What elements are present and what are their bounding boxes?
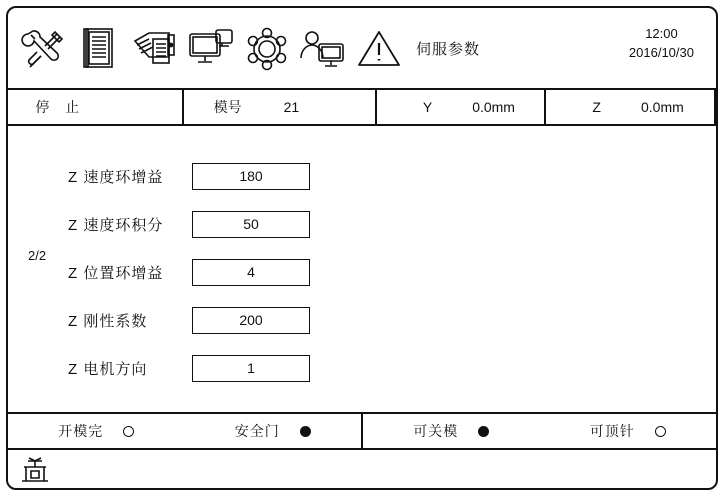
axis-z-label: Z (592, 99, 601, 115)
indicator-bar (8, 412, 716, 450)
header-bar (8, 8, 716, 90)
parameter-list (8, 126, 716, 412)
clock-date: 2016/10/30 (628, 45, 694, 60)
indicator-can-eject (540, 421, 717, 441)
axis-y-cell (377, 90, 547, 124)
status-bar (8, 90, 716, 126)
clock (629, 24, 694, 62)
page-indicator: 2/2 (28, 248, 47, 263)
indicator-label: 可关模 (413, 423, 459, 439)
user-monitor-icon[interactable] (296, 22, 350, 74)
indicator-label: 可顶针 (589, 423, 635, 439)
param-value-input[interactable]: 50 (192, 211, 310, 238)
warning-icon[interactable] (352, 22, 406, 74)
param-label: Z 位置环增益 (68, 264, 164, 282)
indicator-label: 开模完 (58, 423, 104, 439)
indicator-label: 安全门 (234, 423, 280, 439)
param-label: Z 速度环积分 (68, 216, 164, 234)
mold-number-value: 21 (283, 99, 300, 115)
monitor-icon[interactable] (184, 22, 238, 74)
indicator-lamp (300, 426, 311, 437)
footer-bar (8, 450, 716, 490)
header-icon-bar (8, 22, 406, 74)
param-row (8, 152, 716, 200)
axis-y-label: Y (422, 99, 433, 115)
indicator-can-close-mold (363, 421, 540, 441)
param-value-input[interactable]: 4 (192, 259, 310, 286)
param-value-input[interactable]: 200 (192, 307, 310, 334)
machine-icon[interactable] (18, 454, 52, 486)
tools-icon[interactable] (16, 22, 70, 74)
status-blank-cell (107, 90, 184, 124)
param-label: Z 刚性系数 (68, 312, 148, 330)
param-label: Z 速度环增益 (68, 168, 164, 186)
param-value-input[interactable]: 1 (192, 355, 310, 382)
axis-z-cell (546, 90, 716, 124)
indicator-safety-door (185, 421, 362, 441)
axis-y-value: 0.0mm (472, 99, 515, 115)
clock-time: 12:00 (645, 26, 678, 41)
gear-network-icon[interactable] (240, 22, 294, 74)
main-frame (6, 6, 718, 490)
document-icon[interactable] (72, 22, 126, 74)
mold-number-cell[interactable] (184, 90, 377, 124)
param-row (8, 200, 716, 248)
indicator-group-right (363, 414, 716, 448)
mold-number-label: 模号 (213, 99, 242, 115)
param-row (8, 296, 716, 344)
page-title: 伺服参数 (416, 40, 481, 58)
indicator-group-left (8, 414, 363, 448)
param-value-input[interactable]: 180 (192, 163, 310, 190)
indicator-mold-open-complete (8, 421, 185, 441)
indicator-lamp (655, 426, 666, 437)
documents-stack-icon[interactable] (128, 22, 182, 74)
axis-z-value: 0.0mm (640, 99, 684, 115)
indicator-lamp (478, 426, 489, 437)
indicator-lamp (123, 426, 134, 437)
param-row (8, 248, 716, 296)
param-label: Z 电机方向 (68, 360, 148, 378)
machine-state: 停 止 (35, 99, 86, 115)
param-row (8, 344, 716, 392)
